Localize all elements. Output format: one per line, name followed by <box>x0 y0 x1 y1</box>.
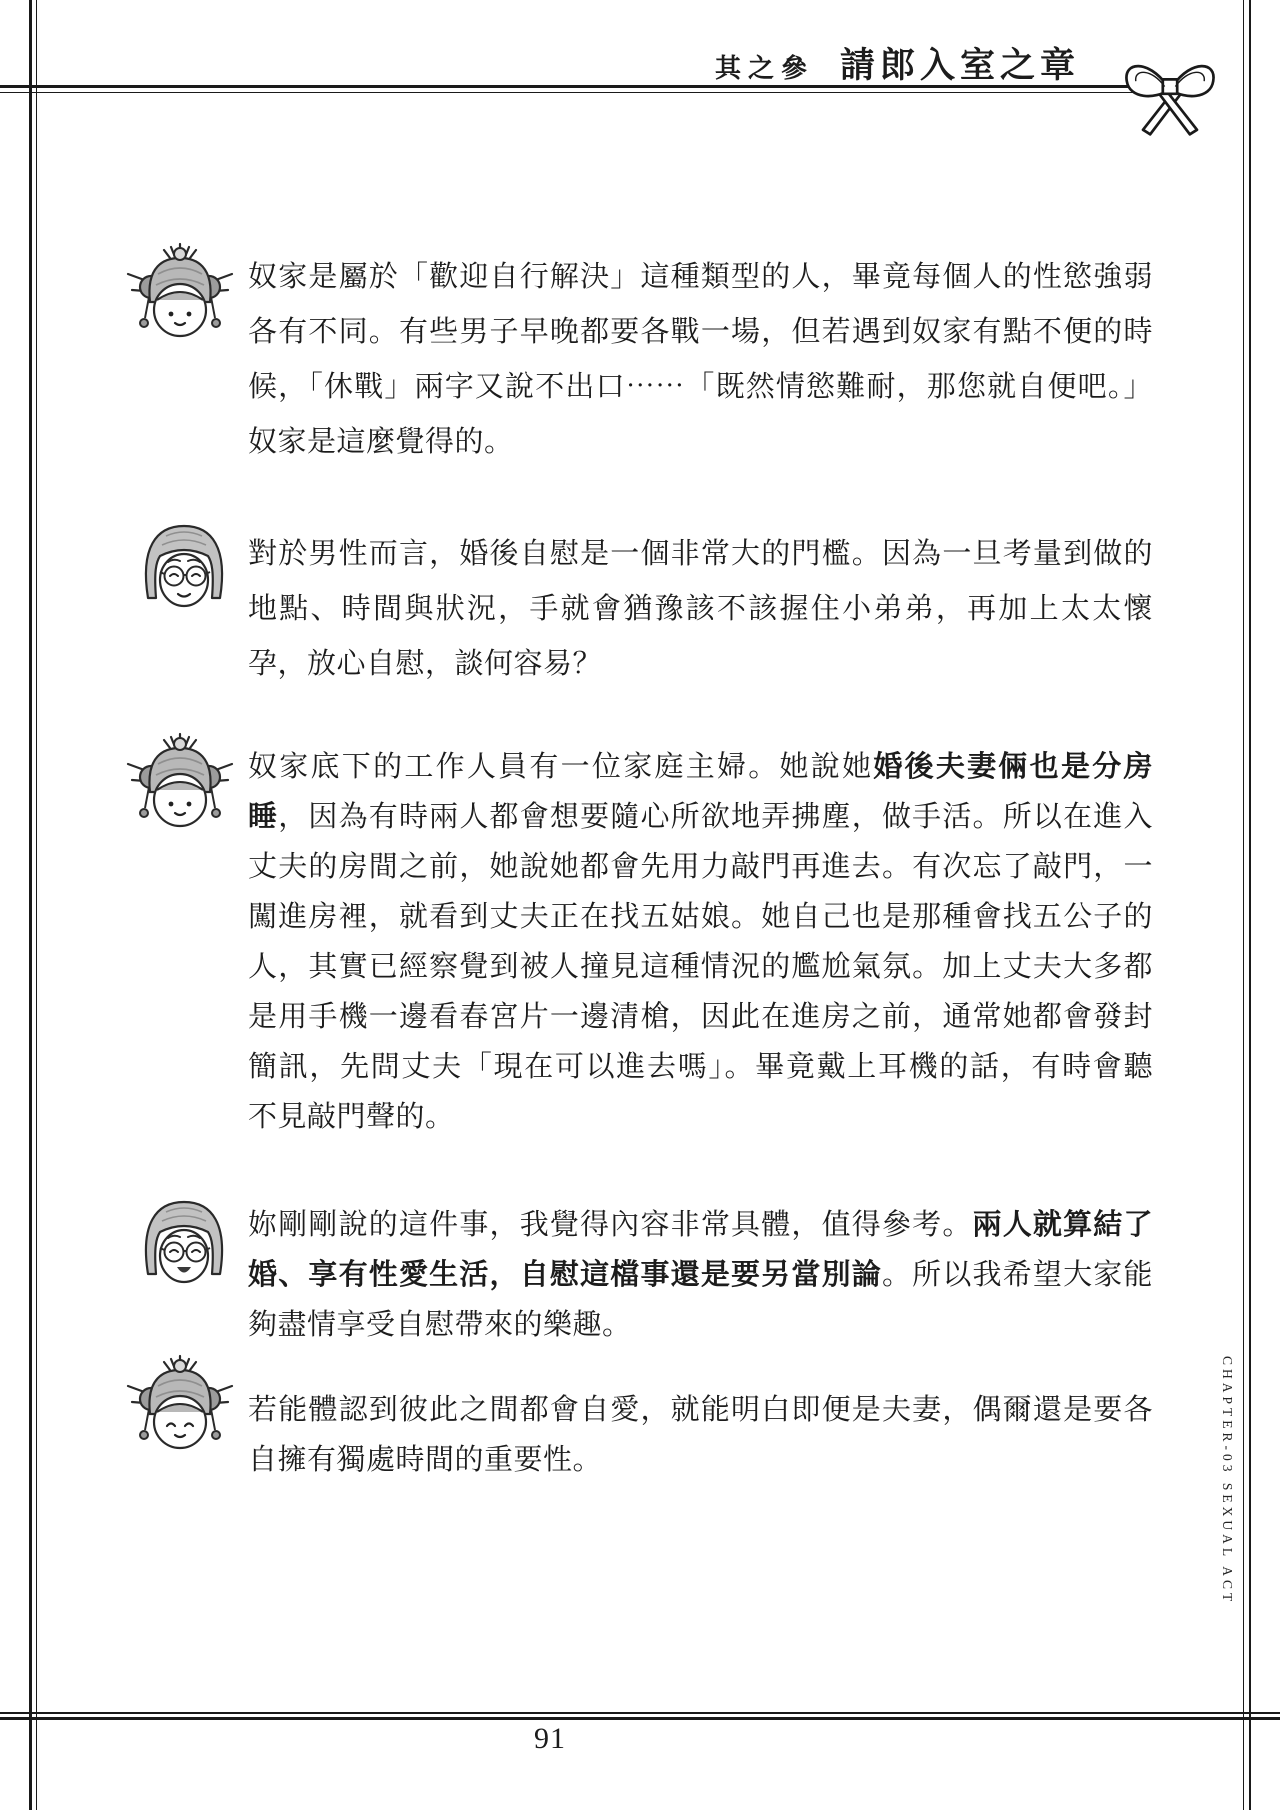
dialogue-text: 。所以我希望大家能 <box>881 1259 1153 1291</box>
page-number: 91 <box>534 1722 566 1755</box>
dialogue-line <box>248 1092 1153 1142</box>
dialogue-text: 簡訊，先問丈夫「現在可以進去嗎」。畢竟戴上耳機的話，有時會聽 <box>248 1051 1153 1083</box>
dialogue-text: 候，「休戰」兩字又說不出口⋯⋯「既然情慾難耐，那您就自便吧。」 <box>248 371 1153 403</box>
dialogue-text: ，因為有時兩人都會想要隨心所欲地弄拂塵，做手活。所以在進入 <box>278 801 1153 833</box>
dialogue-line <box>248 992 1153 1042</box>
dialogue-text: 自擁有獨處時間的重要性。 <box>248 1444 603 1476</box>
interviewer-avatar-icon <box>136 1188 232 1293</box>
dialogue-text: 是用手機一邊看春宮片一邊清槍，因此在進房之前，通常她都會發封 <box>248 1001 1153 1033</box>
dialogue-text: 若能體認到彼此之間都會自愛，就能明白即便是夫妻，偶爾還是要各 <box>248 1394 1153 1426</box>
dialogue-line <box>248 1435 1153 1485</box>
top-border-thin-rule <box>0 92 1172 94</box>
dialogue-text: 奴家是屬於「歡迎自行解決」這種類型的人，畢竟每個人的性慾強弱 <box>248 261 1153 293</box>
mizuhiki-bow-icon <box>1116 47 1224 137</box>
dialogue-text: 對於男性而言，婚後自慰是一個非常大的門檻。因為一旦考量到做的 <box>248 538 1153 570</box>
dialogue-text: 丈夫的房間之前，她說她都會先用力敲門再進去。有次忘了敲門，一 <box>248 851 1153 883</box>
dialogue-paragraph <box>248 1385 1153 1485</box>
dialogue-paragraph <box>248 527 1153 692</box>
chapter-margin-label: CHAPTER-03 SEXUAL ACT <box>1220 1356 1235 1606</box>
dialogue-text-bold: 兩人就算結了 <box>972 1209 1153 1241</box>
dialogue-paragraph <box>248 742 1153 1142</box>
dialogue-text-bold: 婚後夫妻倆也是分房 <box>873 751 1153 783</box>
oiran-avatar-icon <box>124 730 236 840</box>
dialogue-text: 夠盡情享受自慰帶來的樂趣。 <box>248 1309 632 1341</box>
dialogue-paragraph <box>248 1200 1153 1350</box>
dialogue-line <box>248 942 1153 992</box>
dialogue-text: 奴家是這麼覺得的。 <box>248 426 514 458</box>
chapter-header <box>715 38 1080 88</box>
chapter-number: 其之參 <box>714 54 814 83</box>
right-border-thick-rule <box>1249 0 1252 1810</box>
dialogue-line <box>248 415 1153 470</box>
left-border-thin-rule <box>36 0 37 1810</box>
dialogue-line <box>248 792 1153 842</box>
right-border-thin-rule <box>1243 0 1244 1810</box>
dialogue-text: 闖進房裡，就看到丈夫正在找五姑娘。她自己也是那種會找五公子的 <box>248 901 1153 933</box>
oiran-avatar-icon <box>124 1352 236 1462</box>
dialogue-line <box>248 250 1153 305</box>
dialogue-text: 妳剛剛說的這件事，我覺得內容非常具體，值得參考。 <box>248 1209 973 1241</box>
page-title: 請郎入室之章 <box>839 46 1080 85</box>
dialogue-line <box>248 1385 1153 1435</box>
dialogue-line <box>248 842 1153 892</box>
dialogue-line <box>248 1300 1153 1350</box>
bottom-border-thick-rule <box>0 1717 1280 1720</box>
dialogue-line <box>248 742 1153 792</box>
interviewer-avatar-icon <box>136 512 232 617</box>
oiran-avatar-icon <box>124 240 236 350</box>
dialogue-line <box>248 1200 1153 1250</box>
dialogue-line <box>248 892 1153 942</box>
dialogue-text: 各有不同。有些男子早晚都要各戰一場，但若遇到奴家有點不便的時 <box>248 316 1153 348</box>
dialogue-text: 人，其實已經察覺到被人撞見這種情況的尷尬氣氛。加上丈夫大多都 <box>248 951 1153 983</box>
dialogue-line <box>248 637 1153 692</box>
left-border-thick-rule <box>29 0 32 1810</box>
dialogue-text: 地點、時間與狀況，手就會猶豫該不該握住小弟弟，再加上太太懷 <box>248 593 1153 625</box>
dialogue-text-bold: 睡 <box>248 801 279 833</box>
dialogue-text: 不見敲門聲的。 <box>248 1101 455 1133</box>
dialogue-text: 孕，放心自慰，談何容易？ <box>248 648 603 680</box>
dialogue-line <box>248 527 1153 582</box>
bottom-border-thin-rule <box>0 1712 1280 1714</box>
dialogue-text-bold: 婚、享有性愛生活，自慰這檔事還是要另當別論 <box>248 1259 882 1291</box>
dialogue-paragraph <box>248 250 1153 470</box>
dialogue-line <box>248 582 1153 637</box>
dialogue-line <box>248 1250 1153 1300</box>
dialogue-line <box>248 360 1153 415</box>
dialogue-line <box>248 305 1153 360</box>
dialogue-line <box>248 1042 1153 1092</box>
dialogue-text: 奴家底下的工作人員有一位家庭主婦。她說她 <box>248 751 874 783</box>
